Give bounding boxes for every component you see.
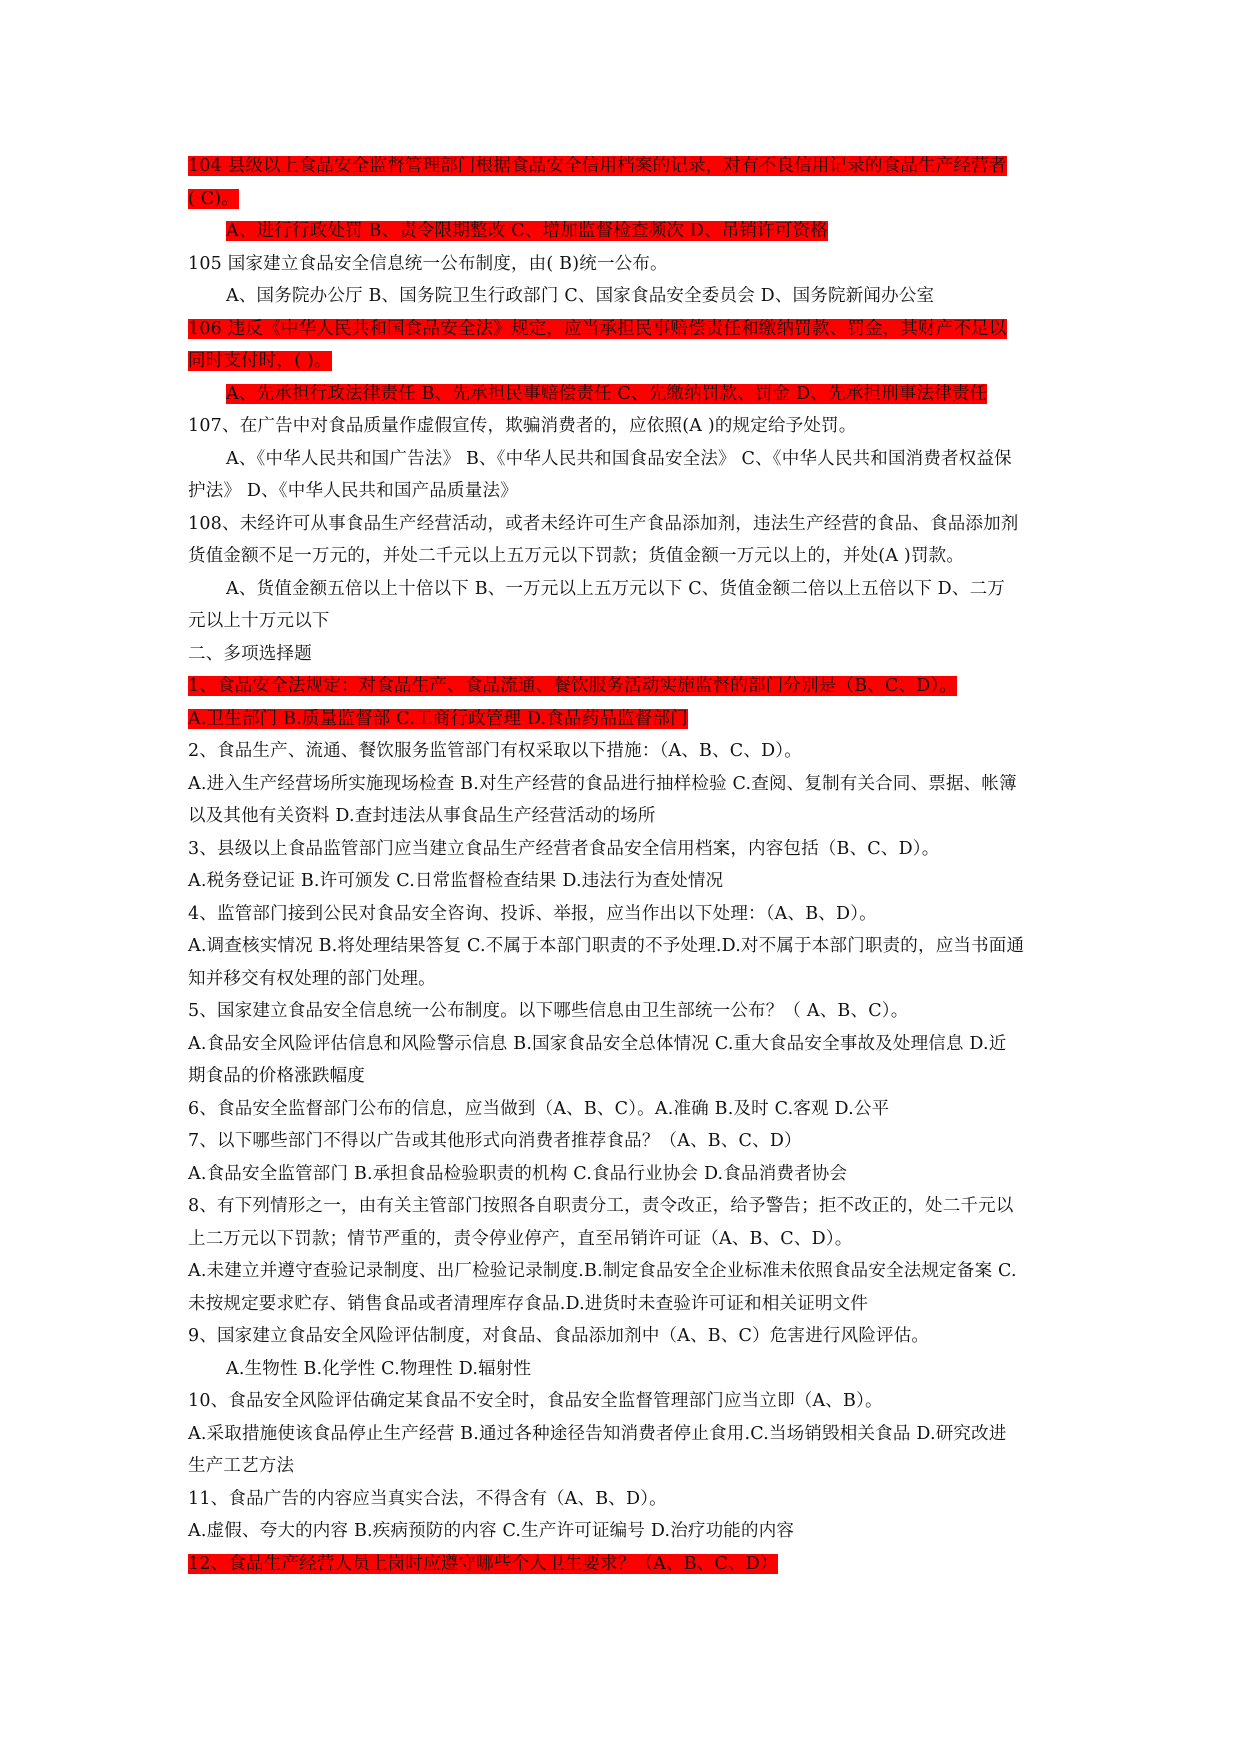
text-line: [188, 1125, 1058, 1158]
line-text: 6、食品安全监督部门公布的信息，应当做到（A、B、C）。A.准确 B.及时 C.客观 D.公平: [188, 1098, 890, 1119]
text-line: [188, 345, 1058, 378]
line-text: 105 国家建立食品安全信息统一公布制度，由( B)统一公布。: [188, 253, 668, 274]
text-line: [188, 1450, 1058, 1483]
text-line: [188, 1190, 1058, 1223]
text-line: [188, 1548, 1058, 1581]
line-text: A.税务登记证 B.许可颁发 C.日常监督检查结果 D.违法行为查处情况: [188, 871, 724, 891]
line-text: A.食品安全监管部门 B.承担食品检验职责的机构 C.食品行业协会 D.食品消费者协会: [188, 1163, 848, 1184]
line-text: 以及其他有关资料 D.查封违法从事食品生产经营活动的场所: [188, 806, 656, 826]
text-line: [188, 703, 1058, 736]
highlighted-text: A、先承担行政法律责任 B、先承担民事赔偿责任 C、先缴纳罚款、罚金 D、先承担刑事法律责任: [226, 383, 988, 404]
text-line: [188, 800, 1058, 833]
text-line: [188, 605, 1058, 638]
text-line: [188, 735, 1058, 768]
line-text: 期食品的价格涨跌幅度: [188, 1066, 365, 1086]
text-line: [188, 1515, 1058, 1548]
line-text: A.未建立并遵守查验记录制度、出厂检验记录制度.B.制定食品安全企业标准未依照食品安全法规定备案 C.: [188, 1261, 1017, 1281]
text-line: [188, 150, 1058, 183]
text-line: [188, 215, 1058, 248]
text-line: [188, 313, 1058, 346]
line-text: A.生物性 B.化学性 C.物理性 D.辐射性: [226, 1358, 532, 1379]
text-line: [188, 475, 1058, 508]
text-line: [188, 410, 1058, 443]
text-line: [188, 1483, 1058, 1516]
text-line: [188, 443, 1058, 476]
line-text: 11、食品广告的内容应当真实合法，不得含有（A、B、D）。: [188, 1488, 667, 1509]
line-text: 未按规定要求贮存、销售食品或者清理库存食品.D.进货时未查验许可证和相关证明文件: [188, 1293, 869, 1314]
text-line: [188, 670, 1058, 703]
text-line: [188, 898, 1058, 931]
line-text: 7、以下哪些部门不得以广告或其他形式向消费者推荐食品？（A、B、C、D）: [188, 1131, 802, 1151]
line-text: 107、在广告中对食品质量作虚假宣传，欺骗消费者的，应依照(A )的规定给予处罚。: [188, 416, 857, 436]
text-line: [188, 1028, 1058, 1061]
line-text: 2、食品生产、流通、餐饮服务监管部门有权采取以下措施：（A、B、C、D）。: [188, 741, 802, 761]
line-text: 二、多项选择题: [188, 643, 312, 664]
text-line: [188, 280, 1058, 313]
text-line: [188, 378, 1058, 411]
line-text: A.采取措施使该食品停止生产经营 B.通过各种途径告知消费者停止食用.C.当场销毁相关食品 D.研究改进: [188, 1423, 1007, 1444]
text-line: [188, 1288, 1058, 1321]
highlighted-text: A、进行行政处罚 B、责令限期整改 C、增加监督检查频次 D、吊销许可资格: [226, 221, 829, 241]
highlighted-text: 1、食品安全法规定：对食品生产、食品流通、餐饮服务活动实施监督的部门分别是（B、C、D）。: [188, 676, 958, 696]
text-line: [188, 1093, 1058, 1126]
line-text: A、《中华人民共和国广告法》 B、《中华人民共和国食品安全法》 C、《中华人民共和国消费者权益保: [226, 448, 1012, 469]
text-line: [188, 573, 1058, 606]
line-text: A、国务院办公厅 B、国务院卫生行政部门 C、国家食品安全委员会 D、国务院新闻办公室: [226, 286, 935, 306]
line-text: 5、国家建立食品安全信息统一公布制度。以下哪些信息由卫生部统一公布？（ A、B、C）。: [188, 1001, 909, 1021]
line-text: 知并移交有权处理的部门处理。: [188, 968, 436, 989]
text-line: [188, 1353, 1058, 1386]
text-line: [188, 1158, 1058, 1191]
text-line: [188, 963, 1058, 996]
text-line: [188, 1223, 1058, 1256]
text-line: [188, 508, 1058, 541]
text-line: [188, 1320, 1058, 1353]
line-text: 10、食品安全风险评估确定某食品不安全时，食品安全监督管理部门应当立即（A、B）。: [188, 1391, 883, 1411]
text-line: [188, 995, 1058, 1028]
text-line: [188, 1255, 1058, 1288]
text-line: [188, 183, 1058, 216]
text-line: [188, 638, 1058, 671]
highlighted-text: ( C)。: [188, 188, 240, 209]
text-line: [188, 1060, 1058, 1093]
highlighted-text: 104 县级以上食品安全监督管理部门根据食品安全信用档案的记录，对有不良信用记录的食品生产经营者: [188, 156, 1007, 176]
text-line: [188, 865, 1058, 898]
line-text: A.虚假、夸大的内容 B.疾病预防的内容 C.生产许可证编号 D.治疗功能的内容: [188, 1521, 795, 1541]
text-line: [188, 833, 1058, 866]
text-line: [188, 768, 1058, 801]
line-text: 4、监管部门接到公民对食品安全咨询、投诉、举报，应当作出以下处理：（A、B、D）。: [188, 903, 877, 924]
document-body: [188, 150, 1058, 1580]
line-text: A.进入生产经营场所实施现场检查 B.对生产经营的食品进行抽样检验 C.查阅、复制有关合同、票据、帐簿: [188, 773, 1017, 794]
text-line: [188, 540, 1058, 573]
highlighted-text: 106 违反《中华人民共和国食品安全法》规定，应当承担民事赔偿责任和缴纳罚款、罚金，其财产不足以: [188, 318, 1007, 339]
line-text: 元以上十万元以下: [188, 611, 330, 631]
line-text: 8、有下列情形之一，由有关主管部门按照各自职责分工，责令改正，给予警告；拒不改正的，处二千元以: [188, 1196, 1014, 1216]
text-line: [188, 930, 1058, 963]
text-line: [188, 248, 1058, 281]
line-text: A、货值金额五倍以上十倍以下 B、一万元以上五万元以下 C、货值金额二倍以上五倍以下 D、二万: [226, 578, 1006, 599]
highlighted-text: A.卫生部门 B.质量监督部 C.工商行政管理 D.食品药品监督部门: [188, 708, 688, 729]
highlighted-text: 同时支付时，( )。: [188, 351, 332, 371]
line-text: 3、县级以上食品监管部门应当建立食品生产经营者食品安全信用档案，内容包括（B、C、D）。: [188, 838, 940, 859]
line-text: 9、国家建立食品安全风险评估制度，对食品、食品添加剂中（A、B、C）危害进行风险评估。: [188, 1326, 930, 1346]
line-text: 护法》 D、《中华人民共和国产品质量法》: [188, 481, 518, 501]
line-text: A.食品安全风险评估信息和风险警示信息 B.国家食品安全总体情况 C.重大食品安全事故及处理信息 D.近: [188, 1033, 1007, 1054]
line-text: 货值金额不足一万元的，并处二千元以上五万元以下罚款；货值金额一万元以上的，并处(A )罚款。: [188, 546, 965, 566]
line-text: 108、未经许可从事食品生产经营活动，或者未经许可生产食品添加剂，违法生产经营的食品、食品添加剂: [188, 513, 1019, 534]
line-text: 生产工艺方法: [188, 1456, 295, 1476]
text-line: [188, 1385, 1058, 1418]
highlighted-text: 12、食品生产经营人员上岗时应遵守哪些个人卫生要求？（A、B、C、D）: [188, 1553, 778, 1574]
text-line: [188, 1418, 1058, 1451]
line-text: 上二万元以下罚款；情节严重的，责令停业停产，直至吊销许可证（A、B、C、D）。: [188, 1228, 853, 1249]
line-text: A.调查核实情况 B.将处理结果答复 C.不属于本部门职责的不予处理.D.对不属于本部门职责的，应当书面通: [188, 936, 1025, 956]
